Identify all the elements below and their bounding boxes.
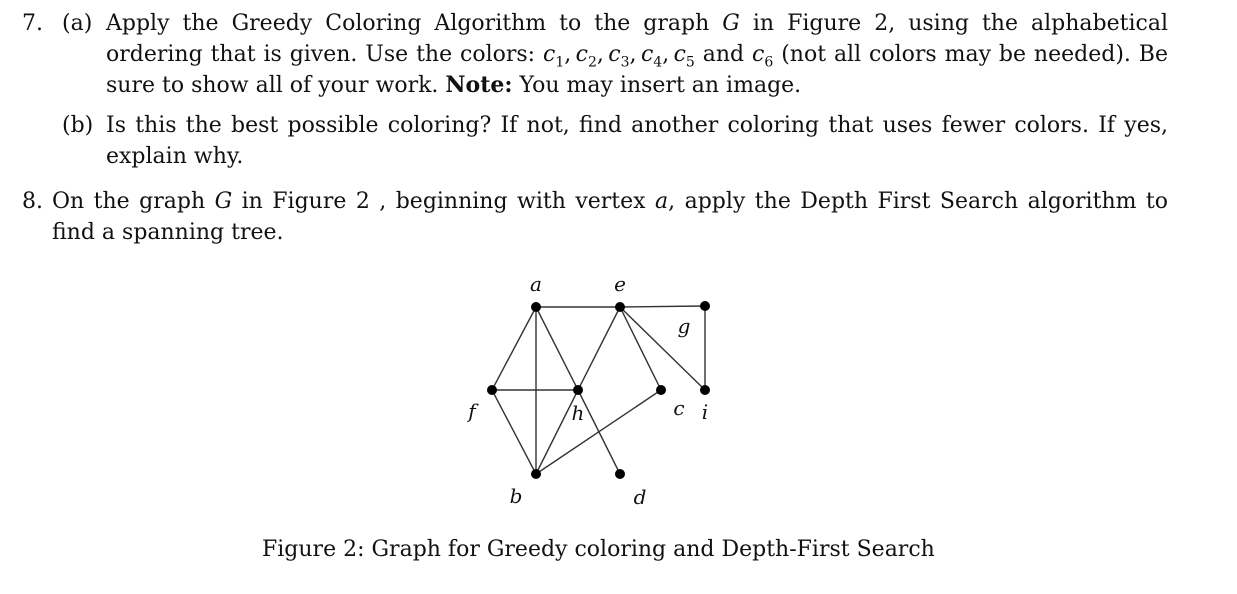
vertex-c xyxy=(656,385,666,395)
vertex-b xyxy=(531,469,541,479)
edge-f-b xyxy=(492,390,536,474)
problem-7-number: 7. xyxy=(22,11,43,36)
edge-a-h xyxy=(536,307,578,390)
vertex-label-f: f xyxy=(468,399,476,423)
vertex-label-a: a xyxy=(530,272,542,296)
problem-8-number: 8. xyxy=(22,189,43,214)
problem-7a-label: (a) xyxy=(62,11,93,36)
edge-b-c xyxy=(536,390,661,474)
edge-e-i xyxy=(620,307,705,390)
vertex-i xyxy=(700,385,710,395)
vertex-e xyxy=(615,302,625,312)
vertex-label-d: d xyxy=(633,485,647,509)
vertex-f xyxy=(487,385,497,395)
vertex-label-e: e xyxy=(614,272,626,296)
graph-edges xyxy=(492,306,705,474)
edge-a-f xyxy=(492,307,536,390)
problem-7b-text: Is this the best possible coloring? If not, find another coloring that uses fewer colors. If yes, explain why. xyxy=(106,113,1168,169)
graph-figure xyxy=(440,268,760,518)
vertex-a xyxy=(531,302,541,312)
vertex-label-b: b xyxy=(509,484,523,508)
problem-8-text: On the graph G in Figure 2 , beginning with vertex a, apply the Depth First Search algorithm to find a spanning tree. xyxy=(52,189,1169,245)
vertex-label-c: c xyxy=(673,396,685,420)
problem-7b-label: (b) xyxy=(62,113,94,138)
problem-7a-text: Apply the Greedy Coloring Algorithm to the graph G in Figure 2, using the alphabetical ordering that is given. Use the colors: $c_1$, $c_2$, $c_3$, $c_4$, $c_5$ and $c_6$ (not all colors may be needed). Be sure to show all of your work. Note: You may insert an image. xyxy=(106,11,1168,98)
vertex-g xyxy=(700,301,710,311)
figure-caption: Figure 2: Graph for Greedy coloring and Depth-First Search xyxy=(262,537,935,562)
vertex-label-i: i xyxy=(701,400,709,424)
vertex-d xyxy=(615,469,625,479)
edge-e-g xyxy=(620,306,705,307)
vertex-label-h: h xyxy=(571,401,585,425)
edge-e-h xyxy=(578,307,620,390)
vertex-label-g: g xyxy=(677,314,691,338)
vertex-h xyxy=(573,385,583,395)
edge-e-c xyxy=(620,307,661,390)
